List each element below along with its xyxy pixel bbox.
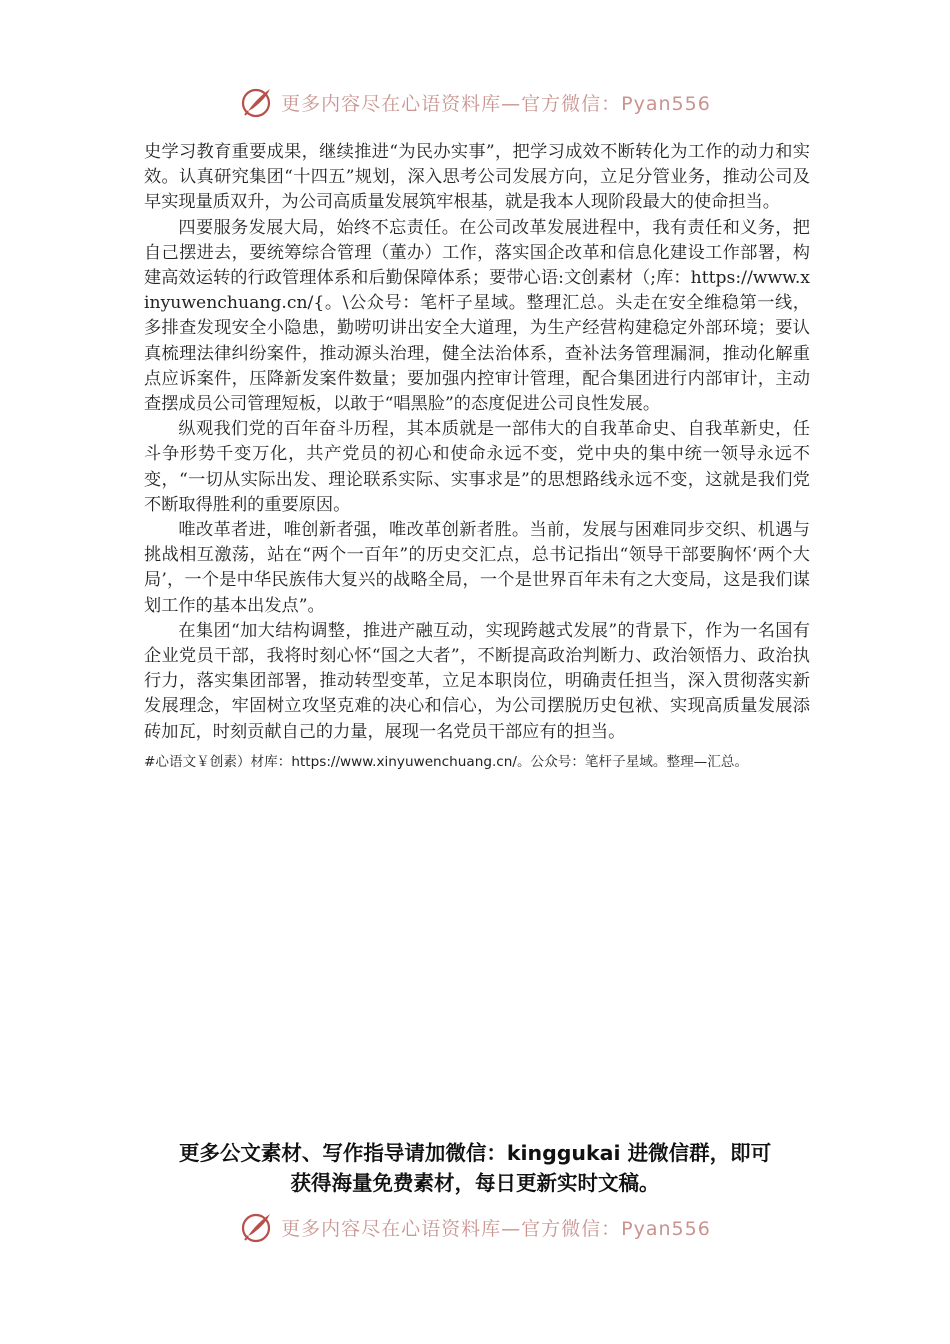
paragraph-2: 四要服务发展大局，始终不忘责任。在公司改革发展进程中，我有责任和义务，把自己摆进去，要统筹综合管理（董办）工作，落实国企改革和信息化建设工作部署，构建高效运转的行政管理体系和后勤保障体系；要带心语:文创素材（;库：https://www.xinyuwenchuang.cn/{。\公众号：笔杆子星域。整理汇总。头走在安全维稳第一线，多排查发现安全小隐患，勤唠叨讲出安全大道理，为生产经营构建稳定外部环境；要认真梳理法律纠纷案件，推动源头治理，健全法治体系，查补法务管理漏洞，推动化解重点应诉案件，压降新发案件数量；要加强内控审计管理，配合集团进行内部审计，主动查摆成员公司管理短板，以敢于“唱黑脸”的态度促进公司良性发展。 xyxy=(144,217,810,415)
paragraph-1: 史学习教育重要成果，继续推进“为民办实事”，把学习成效不断转化为工作的动力和实效。认真研究集团“十四五”规划，深入思考公司发展方向，立足分管业务，推动公司及早实现量质双升，为公司高质量发展筑牢根基，就是我本人现阶段最大的使命担当。 xyxy=(144,142,810,213)
header-banner-text: 更多内容尽在心语资料库—官方微信：Pyan556 xyxy=(281,92,711,115)
promo-line-2: 获得海量免费素材，每日更新实时文稿。 xyxy=(290,1171,660,1195)
paragraph-4: 唯改革者进，唯创新者强，唯改革创新者胜。当前，发展与困难同步交织、机遇与挑战相互激荡，站在“两个一百年”的历史交汇点，总书记指出“领导干部要胸怀‘两个大局’，一个是中华民族伟大复兴的战略全局，一个是世界百年未有之大变局，这是我们谋划工作的基本出发点”。 xyxy=(144,520,810,616)
document-body xyxy=(144,140,810,773)
header-banner xyxy=(0,82,950,122)
quill-logo-icon xyxy=(239,1209,275,1245)
footer-banner-text: 更多内容尽在心语资料库—官方微信：Pyan556 xyxy=(281,1217,711,1240)
paragraph-5: 在集团“加大结构调整，推进产融互动，实现跨越式发展”的背景下，作为一名国有企业党员干部，我将时刻心怀“国之大者”，不断提高政治判断力、政治领悟力、政治执行力，落实集团部署，推动转型变革，立足本职岗位，明确责任担当，深入贯彻落实新发展理念，牢固树立攻坚克难的决心和信心，为公司摆脱历史包袱、实现高质量发展添砖加瓦，时刻贡献自己的力量，展现一名党员干部应有的担当。 xyxy=(144,620,810,742)
paragraph-3: 纵观我们党的百年奋斗历程，其本质就是一部伟大的自我革命史、自我革新史，任斗争形势千变万化，共产党员的初心和使命永远不变，党中央的集中统一领导永远不变，“一切从实际出发、理论联系实际、实事求是”的思想路线永远不变，这就是我们党不断取得胜利的重要原因。 xyxy=(144,419,810,515)
quill-logo-icon xyxy=(239,84,275,120)
source-footnote: #心语文￥创素）材库：https://www.xinyuwenchuang.cn/。公众号：笔杆子星域。整理—汇总。 xyxy=(144,753,749,770)
promo-line-1: 更多公文素材、写作指导请加微信：kinggukai 进微信群，即可 xyxy=(178,1141,772,1165)
promo-notice xyxy=(0,1138,950,1198)
footer-banner xyxy=(0,1207,950,1247)
